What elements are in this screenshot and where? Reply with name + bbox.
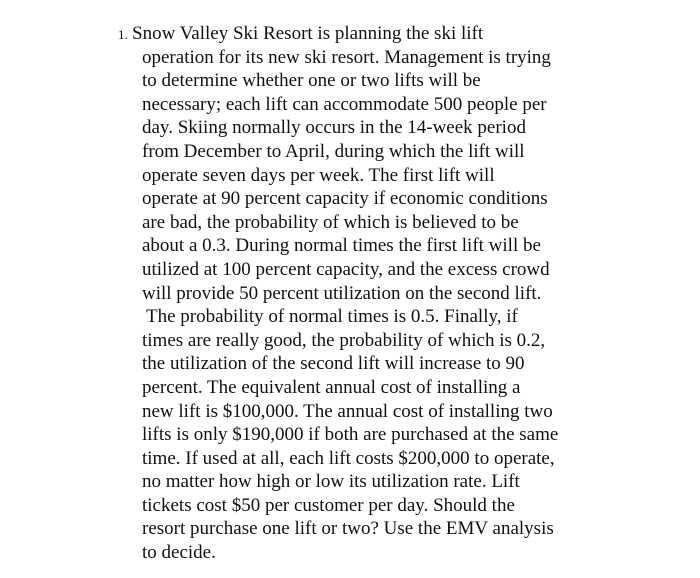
problem-line: operate seven days per week. The first lift will [142, 164, 495, 186]
problem-line: from December to April, during which the lift will [142, 140, 525, 162]
problem-line: the utilization of the second lift will increase to 90 [142, 353, 525, 375]
problem-line: tickets cost $50 per customer per day. Should the [142, 494, 515, 516]
problem-line: no matter how high or low its utilization rate. Lift [142, 471, 520, 493]
problem-number: 1. [118, 27, 128, 42]
problem-line: to determine whether one or two lifts will be [142, 70, 481, 92]
problem-line: time. If used at all, each lift costs $200,000 to operate, [142, 447, 555, 469]
problem-line: lifts is only $190,000 if both are purchased at the same [142, 424, 559, 446]
problem-line: new lift is $100,000. The annual cost of installing two [142, 400, 553, 422]
problem-line: to decide. [142, 542, 216, 564]
problem-line: Snow Valley Ski Resort is planning the ski lift [132, 23, 484, 44]
problem-line: times are really good, the probability of which is 0.2, [142, 329, 546, 351]
problem-line: utilized at 100 percent capacity, and the excess crowd [142, 258, 550, 280]
problem-line: percent. The equivalent annual cost of installing a [142, 376, 521, 398]
problem-line: resort purchase one lift or two? Use the EMV analysis [142, 518, 554, 540]
problem-line: about a 0.3. During normal times the first lift will be [142, 235, 541, 257]
problem-text [132, 22, 558, 565]
problem-line: will provide 50 percent utilization on the second lift. [142, 282, 542, 304]
problem-line: operation for its new ski resort. Management is trying [142, 46, 551, 68]
problem-line: necessary; each lift can accommodate 500 people per [142, 93, 547, 115]
problem-line: day. Skiing normally occurs in the 14-week period [142, 117, 526, 139]
problem-line: The probability of normal times is 0.5. Finally, if [146, 306, 518, 328]
problem-line: operate at 90 percent capacity if economic conditions [142, 188, 548, 210]
problem-line: are bad, the probability of which is believed to be [142, 211, 519, 233]
